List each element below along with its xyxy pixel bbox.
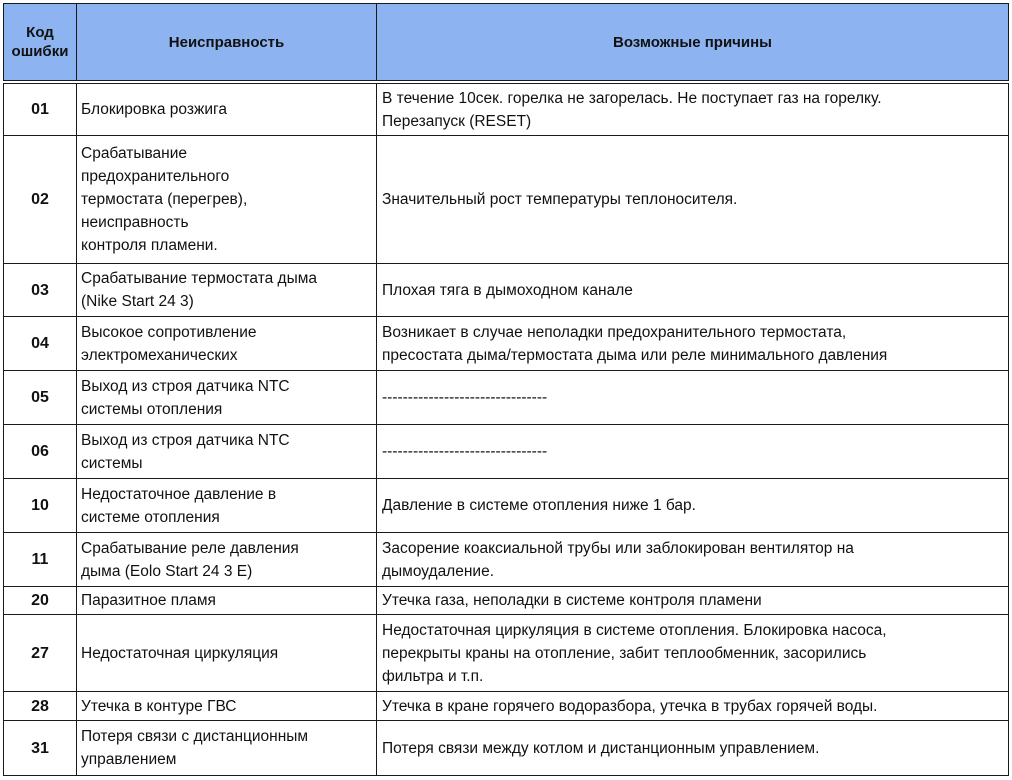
error-code: 05 [4,371,77,425]
fault-description-line: Срабатывание [81,145,187,162]
possible-causes-line: пресостата дыма/термостата дыма или реле минимального давления [382,346,888,364]
fault-description-line: управлением [81,751,177,768]
fault-description-line: неисправность [81,214,189,231]
error-code: 02 [4,136,77,264]
fault-description [77,136,377,264]
fault-description [77,479,377,533]
possible-causes [377,264,1009,317]
table-row [4,84,1009,136]
possible-causes-line: Утечка газа, неполадки в системе контроля пламени [382,592,762,609]
error-code: 28 [4,692,77,721]
possible-causes [377,721,1009,776]
fault-description [77,721,377,776]
fault-description-text [81,589,374,612]
possible-causes-text [382,87,1006,133]
fault-description-line: Блокировка розжига [81,101,227,118]
fault-description-line: предохранительного [81,168,230,185]
fault-description-line: Паразитное пламя [81,592,216,609]
header-row [4,4,1009,81]
possible-causes-line: Плохая тяга в дымоходном канале [382,281,633,299]
fault-description-line: Высокое сопротивление [81,323,257,341]
fault-description-text [81,98,374,121]
possible-causes-line: Перезапуск (RESET) [382,112,532,130]
error-codes-table [3,3,1009,776]
possible-causes-line: Недостаточная циркуляция в системе отопления. Блокировка насоса, [382,621,887,639]
fault-description-text [81,375,374,421]
header-code-line1: Код [26,24,54,41]
error-code: 27 [4,615,77,692]
fault-description-line: Выход из строя датчика NTC [81,377,290,395]
possible-causes-text [382,494,1006,517]
possible-causes [377,479,1009,533]
error-code: 06 [4,425,77,479]
possible-causes-text [382,321,1006,367]
possible-causes [377,587,1009,615]
table-row [4,615,1009,692]
fault-description-text [81,725,374,771]
possible-causes-text [382,537,1006,583]
table-row [4,425,1009,479]
possible-causes-text [382,279,1006,302]
fault-description-text [81,429,374,475]
fault-description-line: дыма (Eolo Start 24 3 E) [81,562,253,580]
error-code: 01 [4,84,77,136]
fault-description-line: системе отопления [81,508,220,526]
possible-causes-text [382,737,1006,760]
fault-description-line: термостата (перегрев), [81,191,248,208]
possible-causes-line: -------------------------------- [382,443,548,460]
fault-description-line: Утечка в контуре ГВС [81,697,237,715]
possible-causes [377,317,1009,371]
fault-description-text [81,142,374,257]
fault-description-text [81,695,374,718]
possible-causes-text [382,695,1006,718]
fault-description-line: Срабатывание реле давления [81,539,299,557]
possible-causes-line: перекрыты краны на отопление, забит теплообменник, засорились [382,644,867,662]
table-row [4,317,1009,371]
header-code-line2: ошибки [11,43,69,60]
possible-causes-text [382,440,1006,463]
possible-causes-line: Засорение коаксиальной трубы или заблокирован вентилятор на [382,539,854,557]
table-row [4,371,1009,425]
possible-causes-line: фильтра и т.п. [382,667,484,685]
header-fault: Неисправность [77,4,377,81]
possible-causes [377,371,1009,425]
possible-causes [377,615,1009,692]
fault-description [77,264,377,317]
fault-description-text [81,642,374,665]
fault-description [77,533,377,587]
error-code: 31 [4,721,77,776]
fault-description-text [81,537,374,583]
possible-causes [377,692,1009,721]
fault-description-text [81,267,374,313]
header-code [4,4,77,81]
possible-causes-text [382,188,1006,211]
fault-description [77,425,377,479]
fault-description [77,317,377,371]
header-causes: Возможные причины [377,4,1009,81]
fault-description [77,587,377,615]
fault-description-line: Недостаточная циркуляция [81,644,279,662]
fault-description-line: Выход из строя датчика NTC [81,431,290,449]
error-code: 10 [4,479,77,533]
fault-description [77,692,377,721]
possible-causes [377,533,1009,587]
table-row [4,587,1009,615]
fault-description-line: электромеханических [81,346,238,364]
possible-causes-text [382,619,1006,688]
possible-causes [377,84,1009,136]
possible-causes-line: -------------------------------- [382,389,548,406]
table-row [4,479,1009,533]
possible-causes-line: дымоудаление. [382,562,494,580]
error-code: 20 [4,587,77,615]
fault-description-line: Недостаточное давление в [81,485,277,503]
table-row [4,721,1009,776]
table-row [4,136,1009,264]
fault-description-line: контроля пламени. [81,237,218,254]
fault-description-line: системы [81,454,143,472]
table-row [4,264,1009,317]
possible-causes-line: Утечка в кране горячего водоразбора, утечка в трубах горячей воды. [382,697,878,715]
table-row [4,533,1009,587]
possible-causes-text [382,386,1006,409]
possible-causes-line: Возникает в случае неполадки предохранительного термостата, [382,323,847,341]
fault-description-line: системы отопления [81,400,223,418]
possible-causes-line: Давление в системе отопления ниже 1 бар. [382,497,696,514]
possible-causes [377,425,1009,479]
fault-description [77,84,377,136]
possible-causes-line: Значительный рост температуры теплоносителя. [382,191,738,208]
error-code: 04 [4,317,77,371]
possible-causes-line: В течение 10сек. горелка не загорелась. Не поступает газ на горелку. [382,89,882,107]
fault-description [77,615,377,692]
fault-description-line: (Nike Start 24 3) [81,293,194,310]
possible-causes-line: Потеря связи между котлом и дистанционным управлением. [382,739,820,757]
error-code: 11 [4,533,77,587]
possible-causes [377,136,1009,264]
error-code: 03 [4,264,77,317]
fault-description-text [81,483,374,529]
table-row [4,692,1009,721]
fault-description [77,371,377,425]
possible-causes-text [382,589,1006,612]
fault-description-line: Потеря связи с дистанционным [81,728,309,745]
fault-description-line: Срабатывание термостата дыма [81,270,318,287]
fault-description-text [81,321,374,367]
